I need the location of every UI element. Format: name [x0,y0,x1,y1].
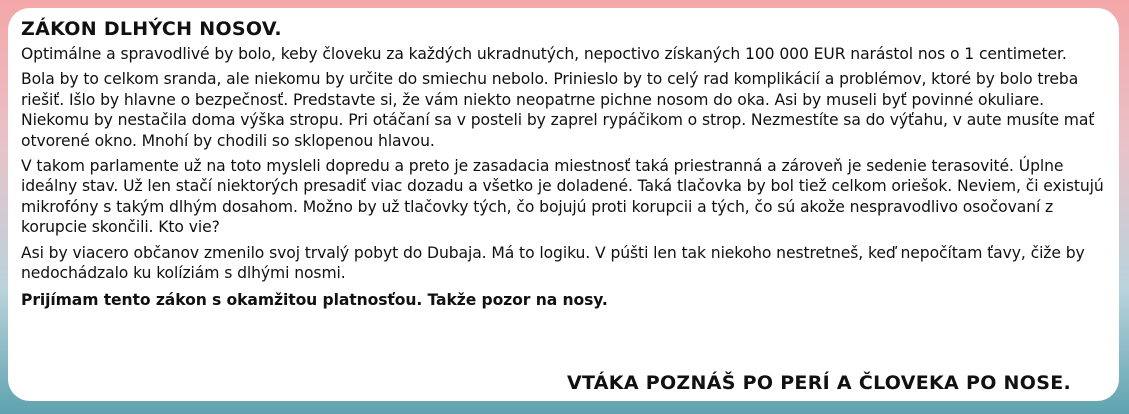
article-title: ZÁKON DLHÝCH NOSOV. [21,18,282,40]
closing-statement: Prijímam tento zákon s okamžitou platnosťou. Takže pozor na nosy. [21,291,608,310]
motto: VTÁKA POZNÁŠ PO PERÍ A ČLOVEKA PO NOSE. [567,372,1071,394]
paragraph-intro: Optimálne a spravodlivé by bolo, keby človeku za každých ukradnutých, nepoctivo získaných 100 000 EUR narástol nos o 1 centimeter. [21,45,1067,63]
article-card [8,8,1119,401]
paragraph-safety: Bola by to celkom sranda, ale niekomu by určite do smiechu nebolo. Prinieslo by to celý rad komplikácií a problémov, ktoré by bolo treba riešiť. Išlo by hlavne o bezpečnosť. Predstavte si, že vám niekto neopatrne pichne nosom do oka. Asi by museli byť povinné okuliare. Niekomu by nestačila doma výška stropu. Pri otáčaní sa v posteli by zaprel rypáčikom o strop. Nezmestíte sa do výťahu, v aute musíte mať otvorené okno. Mnohí by chodili so sklopenou hlavou. [21,70,1095,150]
paragraph-dubai: Asi by viacero občanov zmenilo svoj trvalý pobyt do Dubaja. Má to logiku. V púšti len tak niekoho nestretneš, keď nepočítam ťavy, čiže by nedochádzalo ku kolíziám s dlhými nosmi. [21,243,1085,283]
paragraph-parliament: V takom parlamente už na toto mysleli dopredu a preto je zasadacia miestnosť taká priestranná a zároveň je sedenie terasovité. Úplne ideálny stav. Už len stačí niektorých presadiť viac dozadu a všetko je doladené. Taká tlačovka by bol tiež celkom oriešok. Neviem, či existujú mikrofóny s takým dlhým dosahom. Možno by už tlačovky tých, čo bojujú proti korupcii a tých, čo sú akože nespravodlivo osočovaní z korupcie skončili. Kto vie? [21,157,1104,237]
